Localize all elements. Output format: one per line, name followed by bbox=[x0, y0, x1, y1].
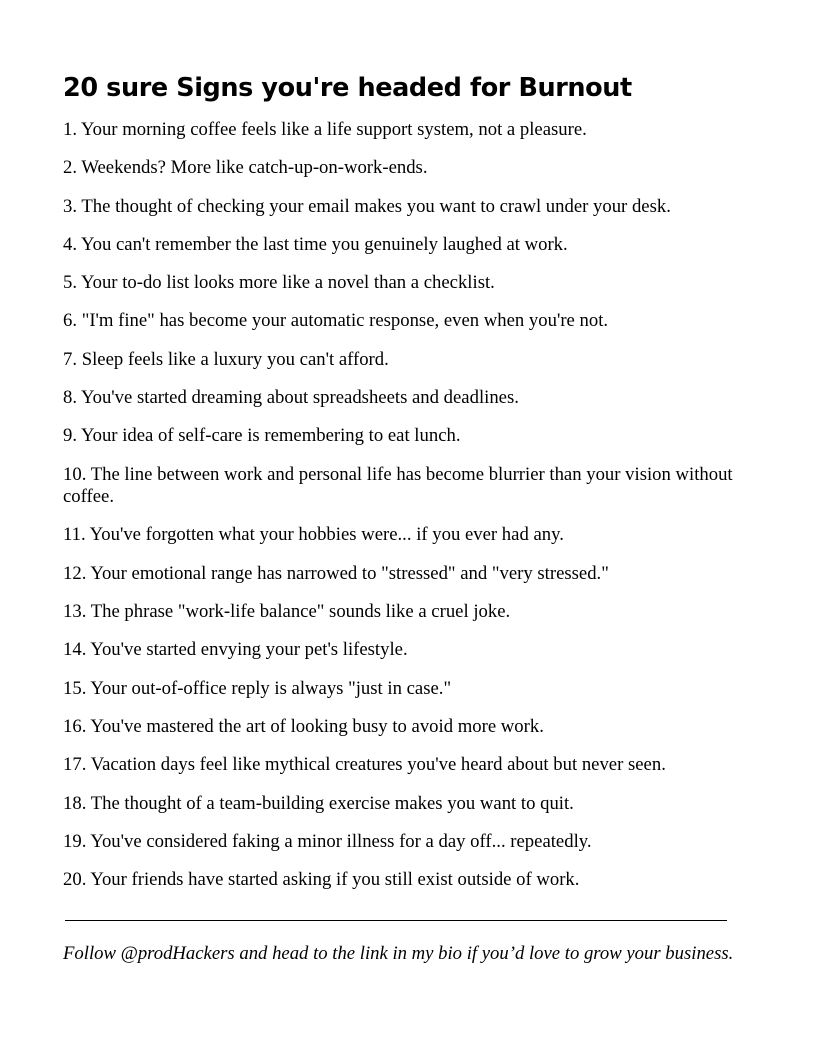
burnout-signs-list bbox=[63, 119, 743, 892]
list-item: 16. You've mastered the art of looking busy to avoid more work. bbox=[63, 715, 544, 737]
list-item: 3. The thought of checking your email makes you want to crawl under your desk. bbox=[63, 195, 671, 217]
document-page bbox=[63, 70, 743, 907]
list-item: 5. Your to-do list looks more like a novel than a checklist. bbox=[63, 272, 495, 294]
page-title: 20 sure Signs you're headed for Burnout bbox=[63, 73, 632, 103]
footer-call-to-action: Follow @prodHackers and head to the link in my bio if you’d love to grow your business. bbox=[63, 943, 734, 964]
list-item: 20. Your friends have started asking if you still exist outside of work. bbox=[63, 869, 580, 891]
list-item: 18. The thought of a team-building exercise makes you want to quit. bbox=[63, 792, 574, 814]
list-item: 19. You've considered faking a minor illness for a day off... repeatedly. bbox=[63, 830, 592, 852]
list-item: 6. "I'm fine" has become your automatic response, even when you're not. bbox=[63, 310, 609, 332]
list-item: 8. You've started dreaming about spreadsheets and deadlines. bbox=[63, 387, 519, 409]
list-item: 7. Sleep feels like a luxury you can't afford. bbox=[63, 348, 389, 370]
list-item: 2. Weekends? More like catch-up-on-work-ends. bbox=[63, 157, 428, 179]
horizontal-divider bbox=[65, 920, 727, 921]
list-item: 15. Your out-of-office reply is always "just in case." bbox=[63, 677, 452, 699]
list-item: 17. Vacation days feel like mythical creatures you've heard about but never seen. bbox=[63, 754, 666, 776]
list-item: 9. Your idea of self-care is remembering to eat lunch. bbox=[63, 425, 461, 447]
list-item: 1. Your morning coffee feels like a life support system, not a pleasure. bbox=[63, 119, 587, 140]
list-item: 11. You've forgotten what your hobbies were... if you ever had any. bbox=[63, 524, 564, 546]
list-item: 12. Your emotional range has narrowed to "stressed" and "very stressed." bbox=[63, 562, 609, 584]
list-item: 10. The line between work and personal life has become blurrier than your vision without coffee. bbox=[63, 463, 733, 508]
list-item: 13. The phrase "work-life balance" sounds like a cruel joke. bbox=[63, 601, 511, 623]
list-item: 14. You've started envying your pet's lifestyle. bbox=[63, 639, 408, 661]
list-item: 4. You can't remember the last time you genuinely laughed at work. bbox=[63, 233, 568, 255]
